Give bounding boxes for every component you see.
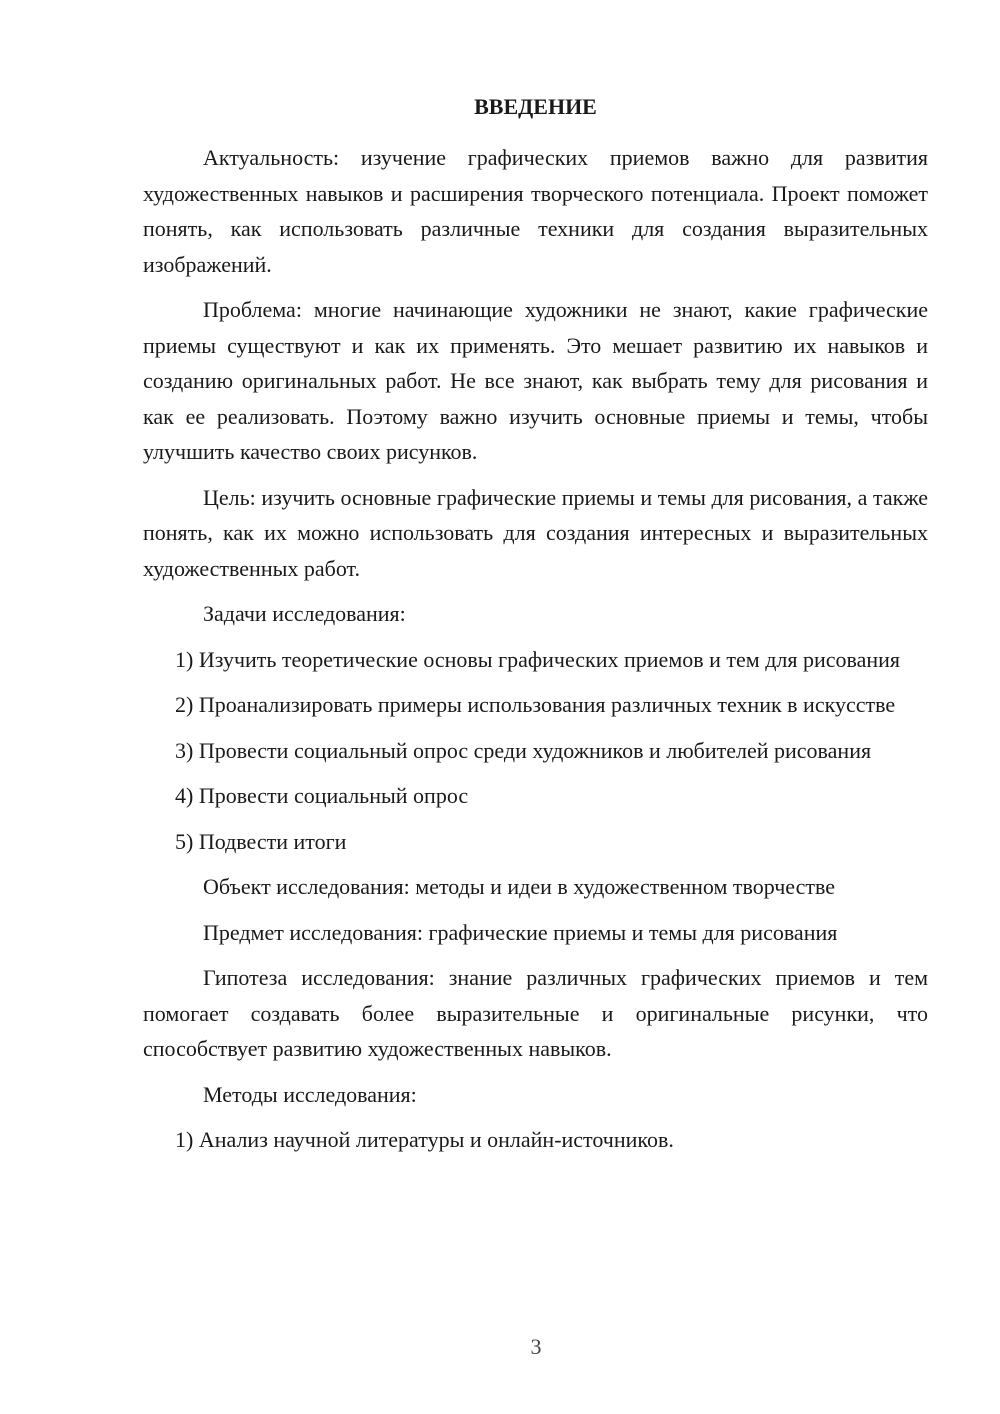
task-item: 4) Провести социальный опрос bbox=[175, 783, 469, 808]
method-item: 1) Анализ научной литературы и онлайн-источников. bbox=[175, 1127, 674, 1152]
subject-line: Предмет исследования: графические приемы и темы для рисования bbox=[203, 919, 838, 945]
task-item: 3) Провести социальный опрос среди художников и любителей рисования bbox=[175, 737, 872, 763]
tasks-heading: Задачи исследования: bbox=[203, 601, 406, 626]
problem-paragraph: Проблема: многие начинающие художники не знают, какие графические приемы существуют и как их применять. Это мешает развитию их навыков и созданию оригинальных работ. Не все знают, как выбрать тему для рисования и как ее реализовать. Поэтому важно изучить основные приемы и темы, чтобы улучшить качество своих рисунков. bbox=[143, 297, 928, 464]
relevance-paragraph: Актуальность: изучение графических приемов важно для развития художественных навыков и расширения творческого потенциала. Проект поможет понять, как использовать различные техники для создания выразительных изображений. bbox=[143, 145, 928, 277]
page-number: 3 bbox=[530, 1334, 542, 1359]
goal-paragraph: Цель: изучить основные графические приемы и темы для рисования, а также понять, как их можно использовать для создания интересных и выразительных художественных работ. bbox=[143, 484, 928, 581]
task-item: 2) Проанализировать примеры использования различных техник в искусстве bbox=[175, 692, 896, 717]
page-title: ВВЕДЕНИЕ bbox=[474, 94, 597, 119]
methods-heading: Методы исследования: bbox=[203, 1081, 417, 1107]
object-line: Объект исследования: методы и идеи в художественном творчестве bbox=[203, 874, 835, 899]
document-page bbox=[143, 92, 928, 1168]
task-item: 1) Изучить теоретические основы графических приемов и тем для рисования bbox=[175, 646, 901, 672]
task-item: 5) Подвести итоги bbox=[175, 828, 347, 854]
hypothesis-paragraph: Гипотеза исследования: знание различных графических приемов и тем помогает создавать более выразительные и оригинальные рисунки, что способствует развитию художественных навыков. bbox=[143, 965, 928, 1061]
